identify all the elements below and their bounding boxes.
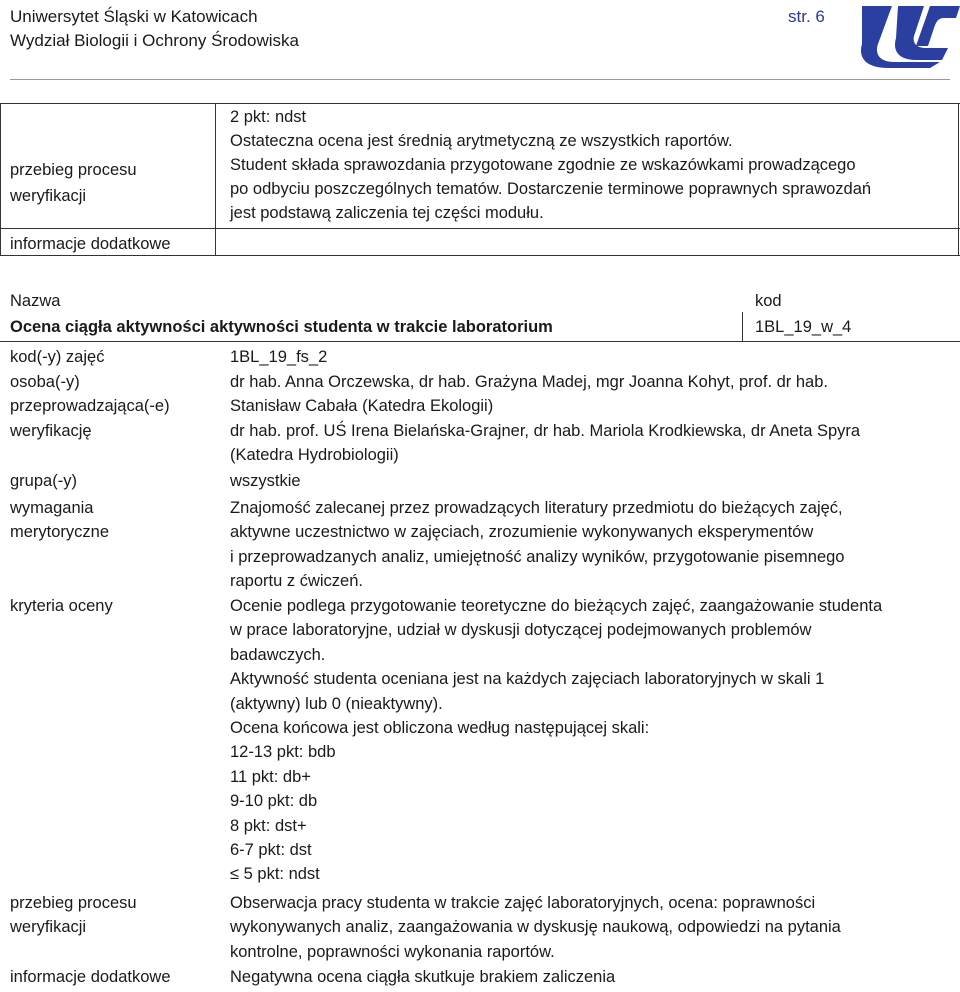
text-line: Ocenie podlega przygotowanie teoretyczne do bieżących zajęć, zaangażowanie studenta bbox=[230, 597, 883, 615]
groups-label: grupa(-y) bbox=[10, 472, 77, 490]
text-line: Stanisław Cabała (Katedra Ekologii) bbox=[230, 397, 494, 416]
label-line: przeprowadzająca(-e) bbox=[10, 397, 170, 416]
code-label: kod bbox=[755, 292, 782, 310]
faculty-name: Wydział Biologii i Ochrony Środowiska bbox=[10, 31, 299, 50]
label-line: osoba(-y) bbox=[10, 373, 80, 391]
module-name: Ocena ciągła aktywności aktywności studenta w trakcie laboratorium bbox=[10, 318, 553, 336]
text-line: (aktywny) lub 0 (nieaktywny). bbox=[230, 694, 443, 713]
text-line: wykonywanych analiz, zaangażowania w dyskusję naukową, odpowiedzi na pytania bbox=[230, 918, 841, 937]
label-line: merytoryczne bbox=[10, 523, 110, 542]
requirements-text bbox=[230, 496, 845, 594]
label-line: wymagania bbox=[10, 499, 94, 517]
text-line: aktywne uczestnictwo w zajęciach, zrozumienie wykonywanych eksperymentów bbox=[230, 523, 814, 542]
text-line: po odbyciu poszczególnych tematów. Dostarczenie terminowe poprawnych sprawozdań bbox=[230, 180, 872, 198]
class-code: 1BL_19_fs_2 bbox=[230, 348, 328, 366]
page-number: str. 6 bbox=[788, 7, 825, 26]
column-divider bbox=[742, 312, 743, 341]
text-line: Ocena końcowa jest obliczona według następującej skali: bbox=[230, 719, 650, 738]
criteria-label: kryteria oceny bbox=[10, 597, 113, 615]
persons-list bbox=[230, 370, 860, 468]
text-line: Znajomość zalecanej przez prowadzących literatury przedmiotu do bieżących zajęć, bbox=[230, 499, 843, 517]
text-line: badawczych. bbox=[230, 645, 326, 664]
text-line: jest podstawą zaliczenia tej części modułu. bbox=[230, 204, 544, 222]
row-divider bbox=[0, 341, 960, 342]
page-header bbox=[10, 6, 950, 76]
verification-label bbox=[10, 891, 137, 940]
text-line: 2 pkt: ndst bbox=[230, 108, 307, 126]
grade-scale-line: 8 pkt: dst+ bbox=[230, 816, 307, 835]
grade-scale-line: 12-13 pkt: bdb bbox=[230, 743, 336, 762]
text-line: (Katedra Hydrobiologii) bbox=[230, 446, 399, 465]
additional-info-text: Negatywna ocena ciągła skutkuje brakiem zaliczenia bbox=[230, 968, 616, 986]
header-divider bbox=[10, 79, 950, 80]
text-line: Student składa sprawozdania przygotowane zgodnie ze wskazówkami prowadzącego bbox=[230, 156, 856, 174]
label-line: weryfikację bbox=[10, 421, 92, 440]
verification-label: przebieg procesu bbox=[10, 161, 137, 179]
label-line: przebieg procesu bbox=[10, 894, 137, 912]
column-divider bbox=[215, 104, 216, 255]
text-line: dr hab. prof. UŚ Irena Bielańska-Grajner, dr hab. Mariola Krodkiewska, dr Aneta Spyra bbox=[230, 421, 861, 440]
verification-text bbox=[230, 105, 871, 225]
persons-label bbox=[10, 370, 170, 443]
grade-scale-line: 11 pkt: db+ bbox=[230, 767, 311, 786]
class-code-label: kod(-y) zajęć bbox=[10, 348, 105, 366]
text-line: raportu z ćwiczeń. bbox=[230, 572, 363, 591]
row-divider bbox=[0, 228, 960, 229]
previous-module-table bbox=[0, 103, 960, 256]
requirements-label bbox=[10, 496, 109, 545]
university-logo bbox=[852, 0, 960, 70]
text-line: dr hab. Anna Orczewska, dr hab. Grażyna Madej, mgr Joanna Kohyt, prof. dr hab. bbox=[230, 373, 828, 391]
label-line: weryfikacji bbox=[10, 918, 87, 937]
verification-text bbox=[230, 891, 841, 964]
table-border bbox=[958, 104, 959, 255]
module-code: 1BL_19_w_4 bbox=[755, 318, 852, 336]
text-line: Obserwacja pracy studenta w trakcie zajęć laboratoryjnych, ocena: poprawności bbox=[230, 894, 816, 912]
verification-label: weryfikacji bbox=[10, 187, 87, 205]
text-line: Aktywność studenta oceniana jest na każdych zajęciach laboratoryjnych w skali 1 bbox=[230, 670, 825, 689]
additional-info-label: informacje dodatkowe bbox=[10, 968, 171, 986]
grade-scale-line: 9-10 pkt: db bbox=[230, 792, 318, 811]
text-line: i przeprowadzanych analiz, umiejętność analizy wyników, przygotowanie pisemnego bbox=[230, 547, 845, 566]
criteria-text bbox=[230, 594, 882, 887]
grade-scale-line: ≤ 5 pkt: ndst bbox=[230, 865, 320, 884]
table-border bbox=[0, 104, 1, 255]
groups-value: wszystkie bbox=[230, 472, 301, 490]
name-label: Nazwa bbox=[10, 292, 61, 310]
text-line: w prace laboratoryjne, udział w dyskusji dotyczącej podejmowanych problemów bbox=[230, 621, 812, 640]
text-line: kontrolne, poprawności wykonania raportów. bbox=[230, 942, 555, 961]
text-line: Ostateczna ocena jest średnią arytmetyczną ze wszystkich raportów. bbox=[230, 132, 733, 150]
university-name: Uniwersytet Śląski w Katowicach bbox=[10, 7, 258, 26]
grade-scale-line: 6-7 pkt: dst bbox=[230, 841, 312, 860]
additional-info-label: informacje dodatkowe bbox=[10, 235, 171, 253]
